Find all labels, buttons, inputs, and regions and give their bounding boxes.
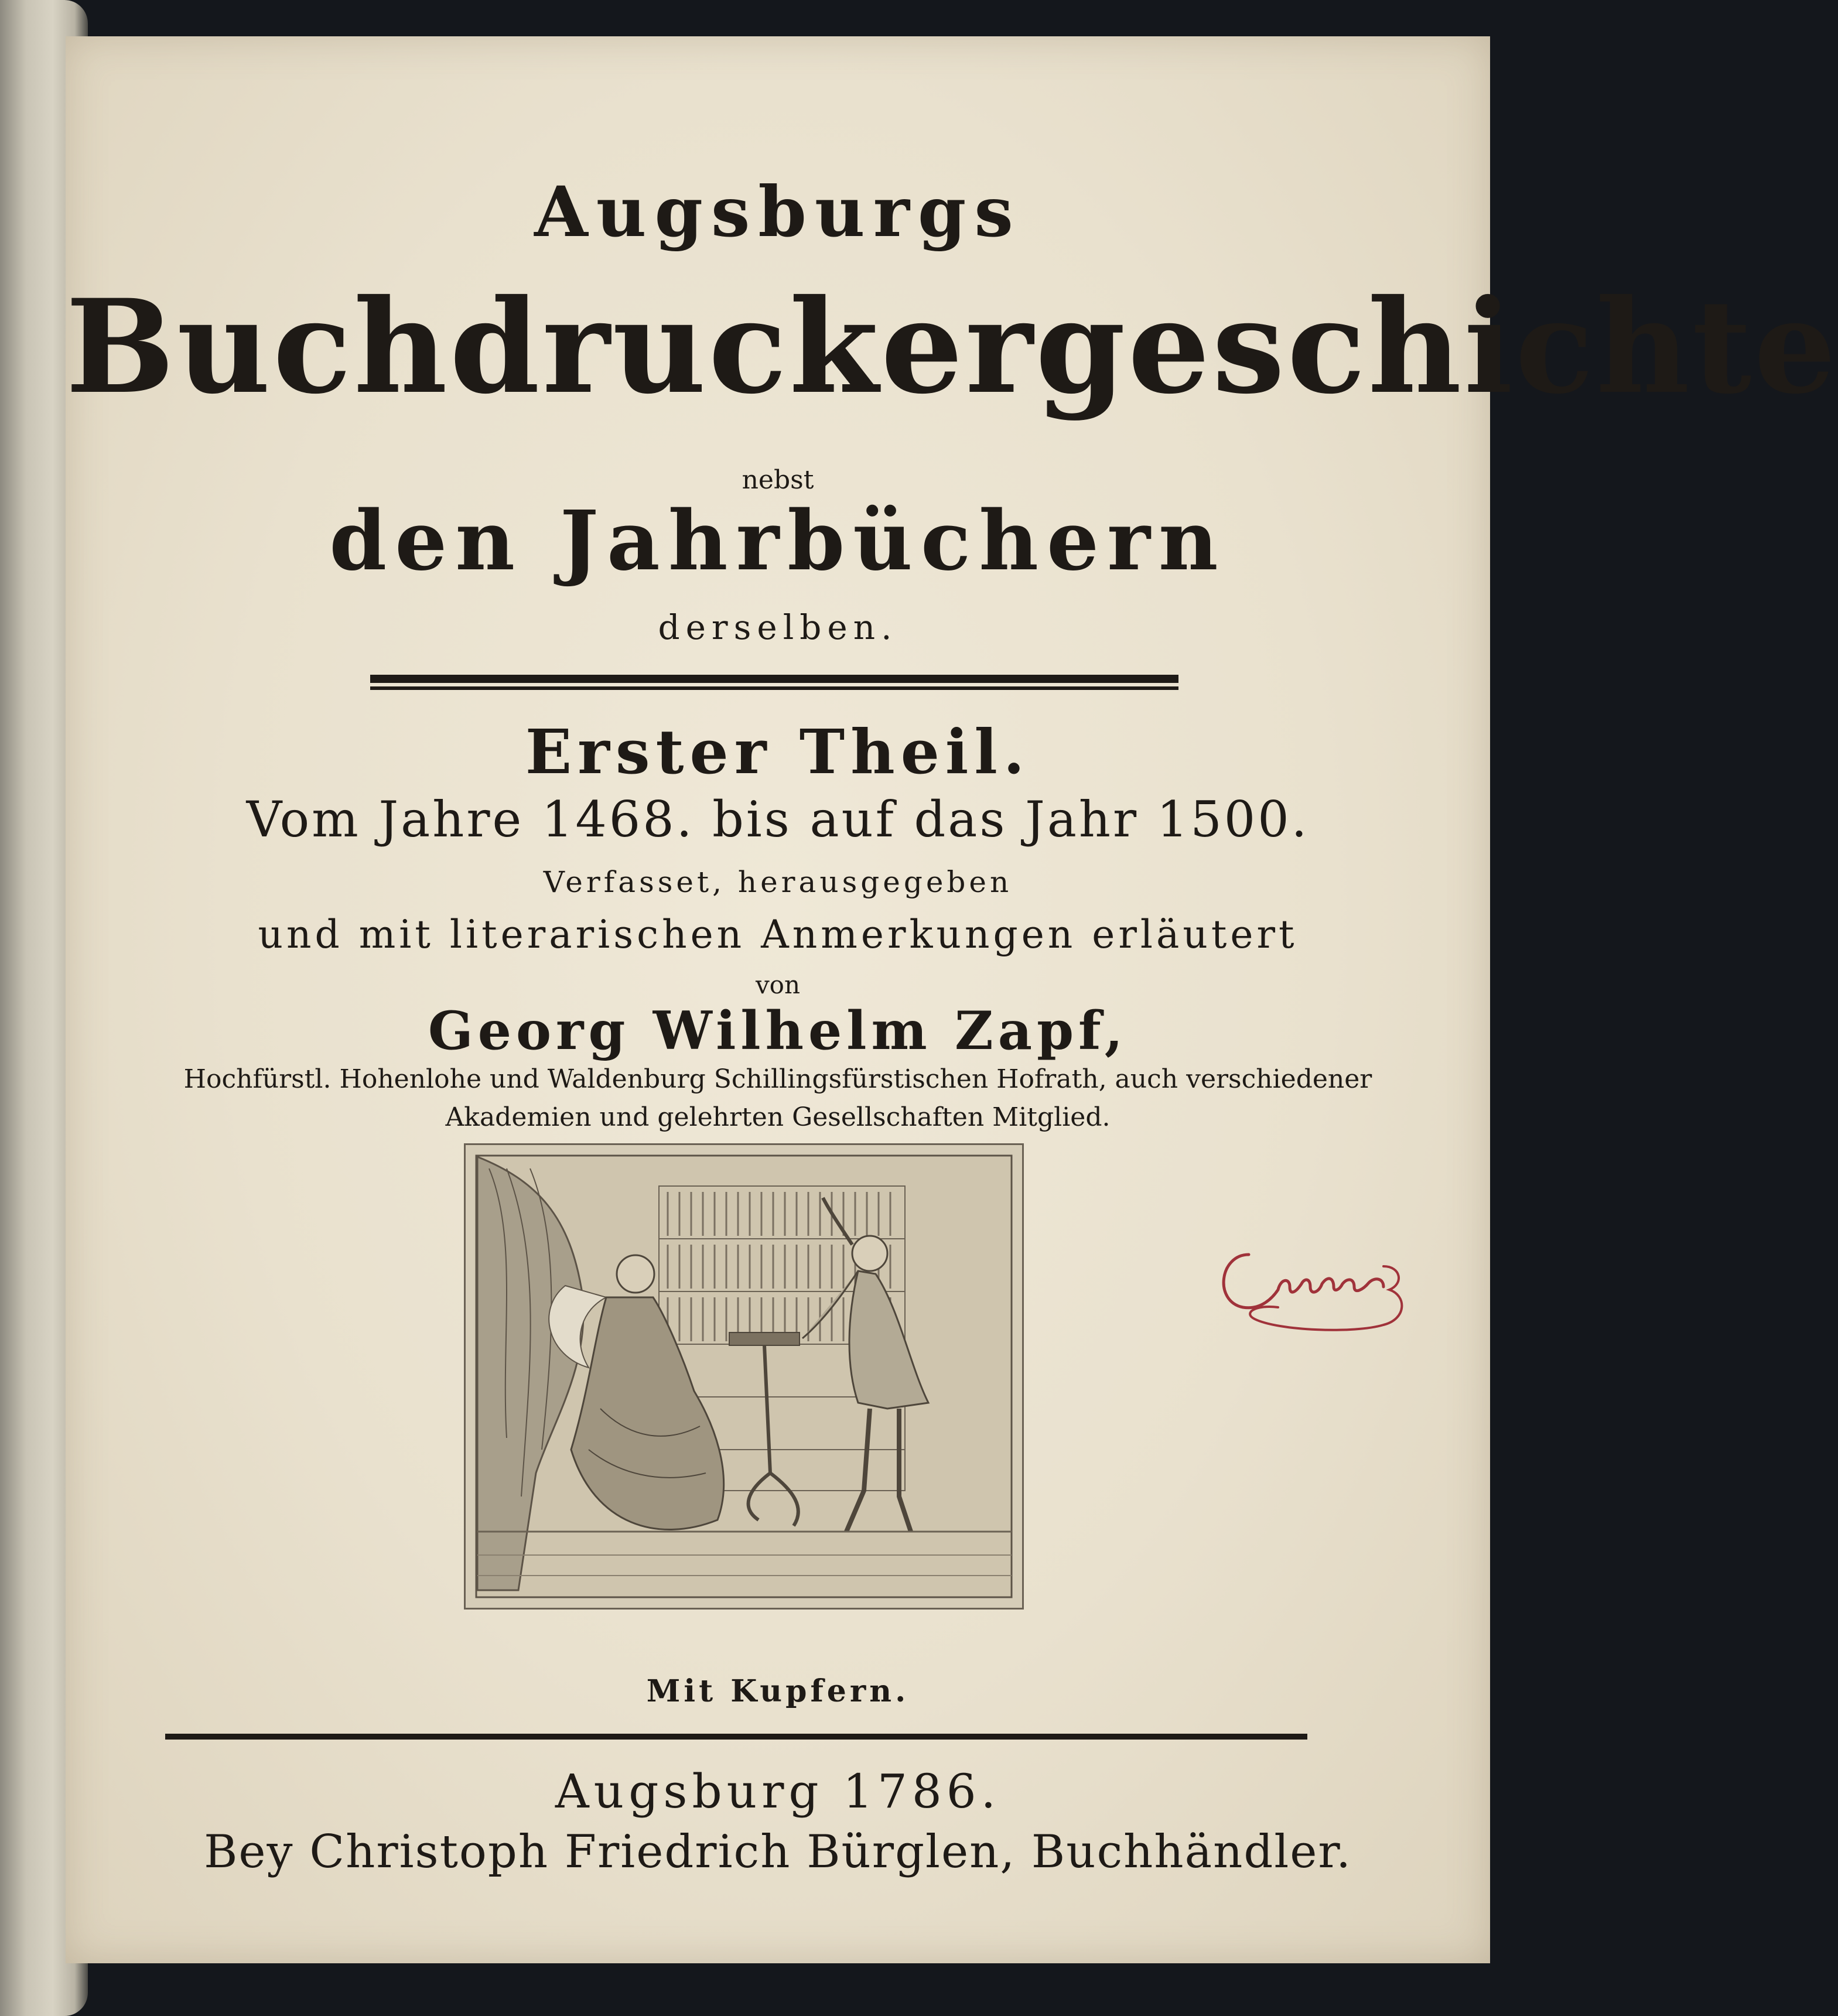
by-line: von <box>755 971 801 999</box>
title-line-3: nebst <box>742 465 814 495</box>
title-line-1: Augsburgs <box>534 171 1022 252</box>
author-name: Georg Wilhelm Zapf, <box>428 1000 1128 1062</box>
engraving-illustration <box>464 1143 1024 1610</box>
imprint-place-year: Augsburg 1786. <box>555 1764 1001 1819</box>
handwritten-signature <box>1208 1231 1419 1360</box>
illustration-note: Mit Kupfern. <box>646 1673 910 1709</box>
period-line: Vom Jahre 1468. bis auf das Jahr 1500. <box>246 791 1310 848</box>
author-title-2: Akademien und gelehrten Gesellschaften Mitglied. <box>445 1102 1111 1132</box>
ornamental-rule <box>370 675 1178 690</box>
title-page <box>66 36 1838 1963</box>
authored-line-1: Verfasset, herausgegeben <box>543 865 1013 899</box>
authored-line-2: und mit literarischen Anmerkungen erläutert <box>258 912 1298 957</box>
imprint-rule <box>165 1734 1307 1740</box>
main-title: Buchdruckergeschichte <box>66 271 1838 422</box>
author-title-1: Hochfürstl. Hohenlohe und Waldenburg Schillingsfürstischen Hofrath, auch verschiedener <box>183 1064 1372 1094</box>
imprint-publisher: Bey Christoph Friedrich Bürglen, Buchhändler. <box>204 1826 1352 1878</box>
part-heading: Erster Theil. <box>525 716 1031 788</box>
title-line-4: den Jahrbüchern <box>329 493 1227 589</box>
title-line-5: derselben. <box>658 607 898 647</box>
